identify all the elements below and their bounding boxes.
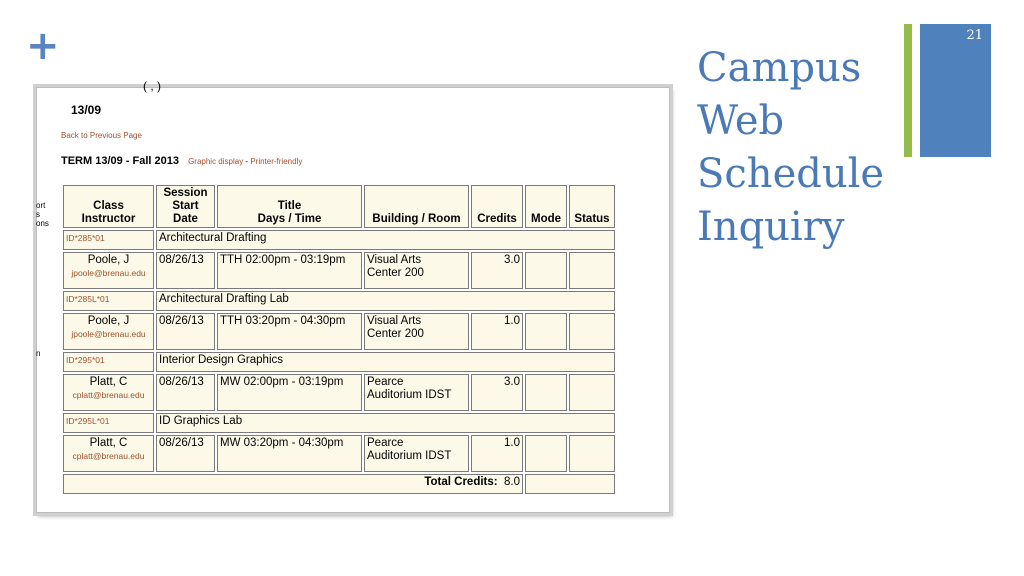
header-class-instructor: Class Instructor [63,185,154,228]
header-building-room: Building / Room [364,185,469,228]
mode-cell [525,374,567,411]
start-date: 08/26/13 [156,313,215,350]
title-line: Web [697,98,785,144]
course-code-link[interactable]: ID*285*01 [63,230,154,250]
credits-value: 3.0 [471,374,523,411]
schedule-table [61,183,617,496]
course-code-link[interactable]: ID*285L*01 [63,291,154,311]
mode-cell [525,435,567,472]
days-time: TTH 02:00pm - 03:19pm [217,252,362,289]
header-credits: Credits [471,185,523,228]
building-room: Visual Arts Center 200 [364,313,469,350]
section-row [63,252,615,289]
start-date: 08/26/13 [156,435,215,472]
instructor-cell: Platt, C cplatt@brenau.edu [63,374,154,411]
total-credits-label: Total Credits: [424,476,498,488]
title-line: Schedule [697,151,885,197]
accent-green-bar [904,24,912,157]
days-time: MW 03:20pm - 04:30pm [217,435,362,472]
header-row [63,185,615,228]
course-title: Architectural Drafting [156,230,615,250]
title-line: Inquiry [697,204,845,250]
instructor-cell: Poole, J jpoole@brenau.edu [63,313,154,350]
status-cell [569,374,615,411]
left-cut-text: n [36,349,41,358]
instructor-email-link[interactable]: jpoole@brenau.edu [71,329,146,339]
total-credits [63,474,523,494]
start-date: 08/26/13 [156,252,215,289]
course-code-link[interactable]: ID*295L*01 [63,413,154,433]
status-cell [569,435,615,472]
mode-cell [525,313,567,350]
days-time: MW 02:00pm - 03:19pm [217,374,362,411]
days-time: TTH 03:20pm - 04:30pm [217,313,362,350]
mode-cell [525,252,567,289]
printer-friendly-link[interactable]: Printer-friendly [250,157,303,166]
term-code: 13/09 [71,103,102,117]
total-credits-value: 8.0 [504,476,520,488]
total-row [63,474,615,494]
building-room: Pearce Auditorium IDST [364,374,469,411]
course-code-link[interactable]: ID*295*01 [63,352,154,372]
credits-value: 1.0 [471,313,523,350]
section-row [63,374,615,411]
instructor-email-link[interactable]: cplatt@brenau.edu [72,451,145,461]
start-date: 08/26/13 [156,374,215,411]
header-session-start-date: Session Start Date [156,185,215,228]
term-label: TERM 13/09 - Fall 2013 [61,155,179,167]
instructor-cell: Platt, C cplatt@brenau.edu [63,435,154,472]
building-room: Pearce Auditorium IDST [364,435,469,472]
course-title: ID Graphics Lab [156,413,615,433]
instructor-email-link[interactable]: jpoole@brenau.edu [71,268,146,278]
cut-top-text: ( , ) [143,79,161,93]
course-row [63,413,615,433]
status-cell [569,313,615,350]
left-cut-text: ort [36,201,46,210]
header-status: Status [569,185,615,228]
instructor-cell: Poole, J jpoole@brenau.edu [63,252,154,289]
term-heading [61,155,302,167]
status-cell [569,252,615,289]
header-title-days-time: Title Days / Time [217,185,362,228]
section-row [63,313,615,350]
left-cut-text: s [36,210,40,219]
course-title: Interior Design Graphics [156,352,615,372]
schedule-screenshot [36,79,670,513]
instructor-email-link[interactable]: cplatt@brenau.edu [72,390,145,400]
course-row [63,230,615,250]
left-cut-text: ons [36,219,49,228]
credits-value: 1.0 [471,435,523,472]
total-empty-cell [525,474,615,494]
section-row [63,435,615,472]
building-room: Visual Arts Center 200 [364,252,469,289]
course-row [63,352,615,372]
slide-title [697,42,897,254]
graphic-display-link[interactable]: Graphic display [188,157,244,166]
link-separator: - [243,157,251,166]
page-number-box [920,24,991,157]
plus-icon: + [26,23,60,69]
back-to-previous-link[interactable]: Back to Previous Page [61,131,142,140]
credits-value: 3.0 [471,252,523,289]
title-line: Campus [697,45,862,91]
header-mode: Mode [525,185,567,228]
page-number: 21 [966,28,983,43]
course-title: Architectural Drafting Lab [156,291,615,311]
course-row [63,291,615,311]
